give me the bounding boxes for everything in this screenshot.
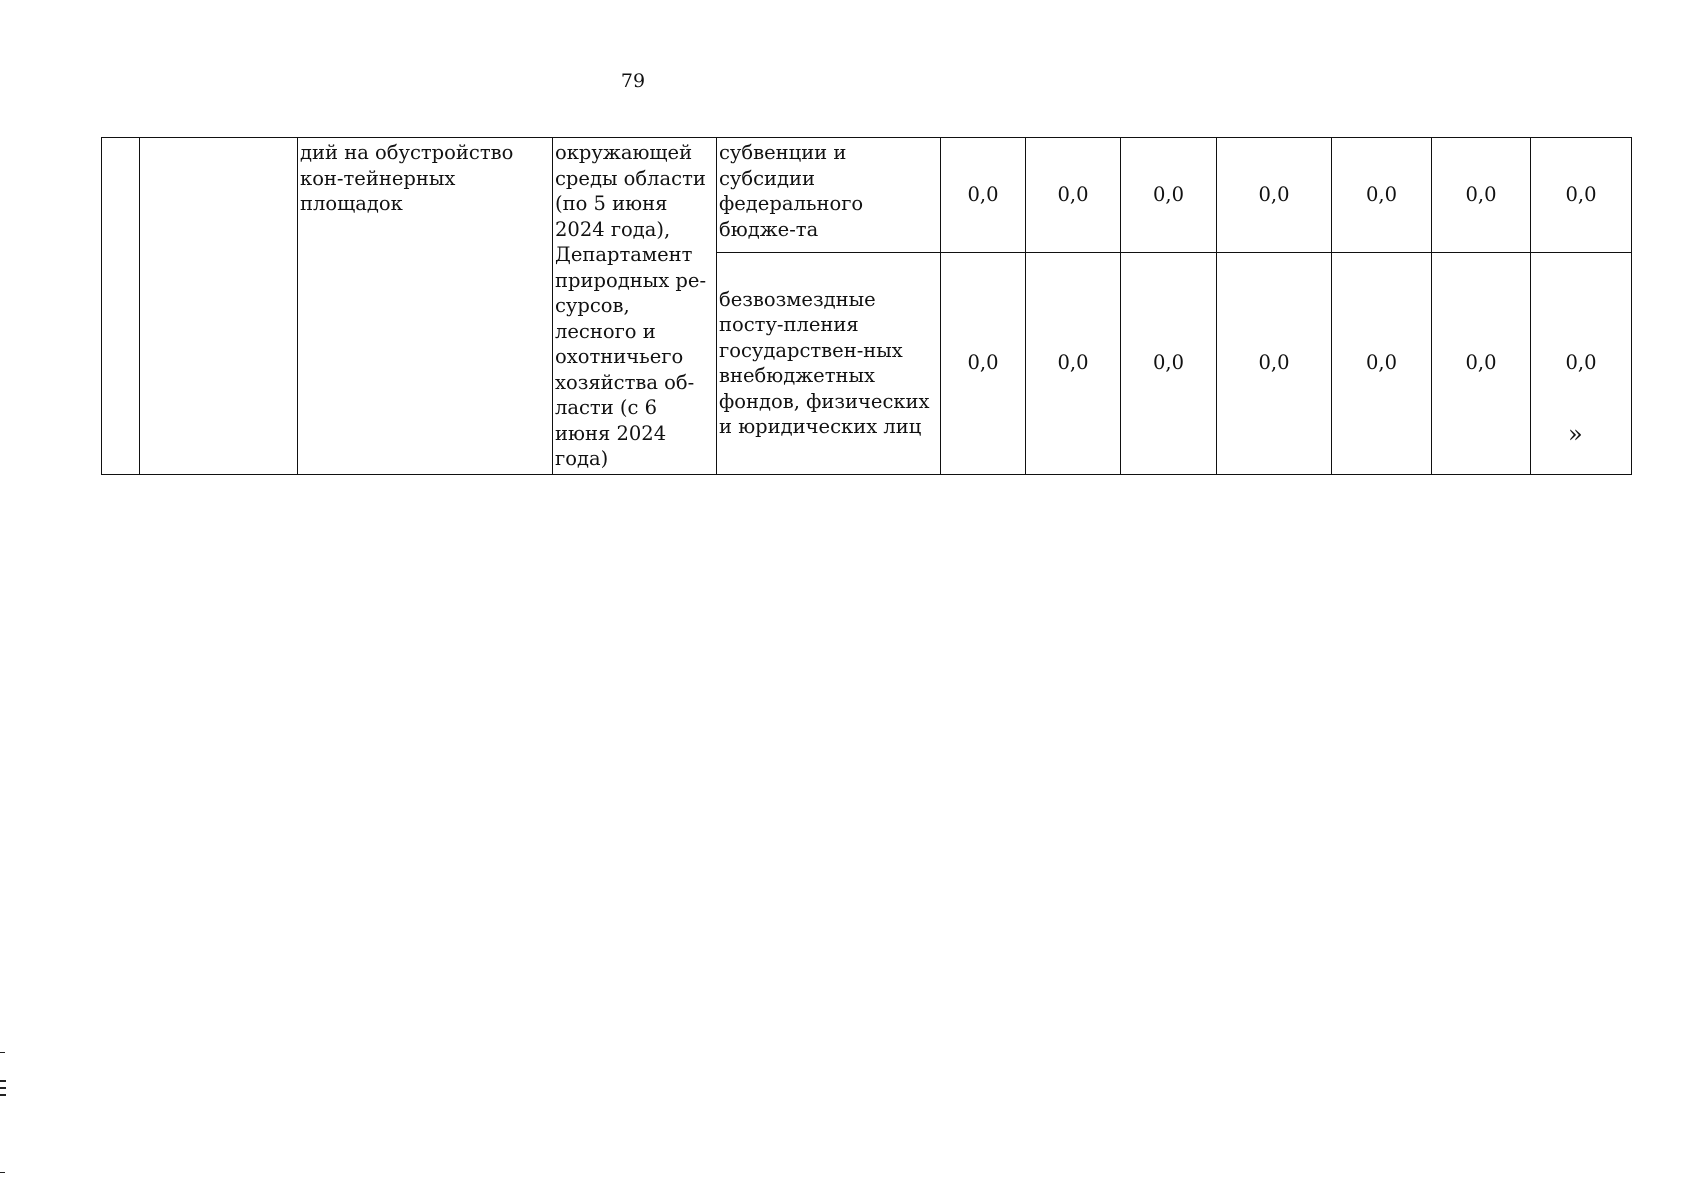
scan-edge-mark — [0, 1094, 6, 1096]
value-cell: 0,0 — [1531, 138, 1632, 253]
value-cell: 0,0 — [1217, 252, 1332, 474]
table-row — [102, 138, 1632, 253]
value-cell: 0,0 — [1432, 138, 1531, 253]
value-cell: 0,0 — [1121, 138, 1217, 253]
scan-edge-mark — [0, 1087, 6, 1089]
scan-edge-mark — [0, 1052, 5, 1053]
value-cell: 0,0 — [1121, 252, 1217, 474]
scan-edge-mark — [0, 1080, 6, 1082]
funding-source-cell: безвозмездные посту-пления государствен-ных внебюджетных фондов, физических и юридических лиц — [717, 252, 941, 474]
value-cell: 0,0 — [1217, 138, 1332, 253]
scan-edge-mark — [0, 1172, 5, 1173]
value-cell: 0,0 — [1026, 252, 1121, 474]
value-cell: 0,0 — [941, 138, 1026, 253]
value-cell: 0,0 — [1432, 252, 1531, 474]
event-name-cell: дий на обустройство кон-тейнерных площадок — [298, 138, 553, 475]
closing-quote-mark: » — [1568, 420, 1583, 448]
value-cell: 0,0 — [1026, 138, 1121, 253]
funding-table — [101, 137, 1632, 475]
funding-source-cell: субвенции и субсидии федерального бюдже-та — [717, 138, 941, 253]
page-number: 79 — [620, 70, 646, 92]
row-number-cell — [102, 138, 140, 475]
value-cell: 0,0 — [941, 252, 1026, 474]
executor-cell: окружающей среды области (по 5 июня 2024 года), Департамент природных ре-сурсов, лесного и охотничьего хозяйства об-ласти (с 6 июня 2024 года) — [553, 138, 717, 475]
value-cell: 0,0 — [1531, 252, 1632, 474]
value-cell: 0,0 — [1332, 138, 1432, 253]
value-cell: 0,0 — [1332, 252, 1432, 474]
program-element-cell — [140, 138, 298, 475]
